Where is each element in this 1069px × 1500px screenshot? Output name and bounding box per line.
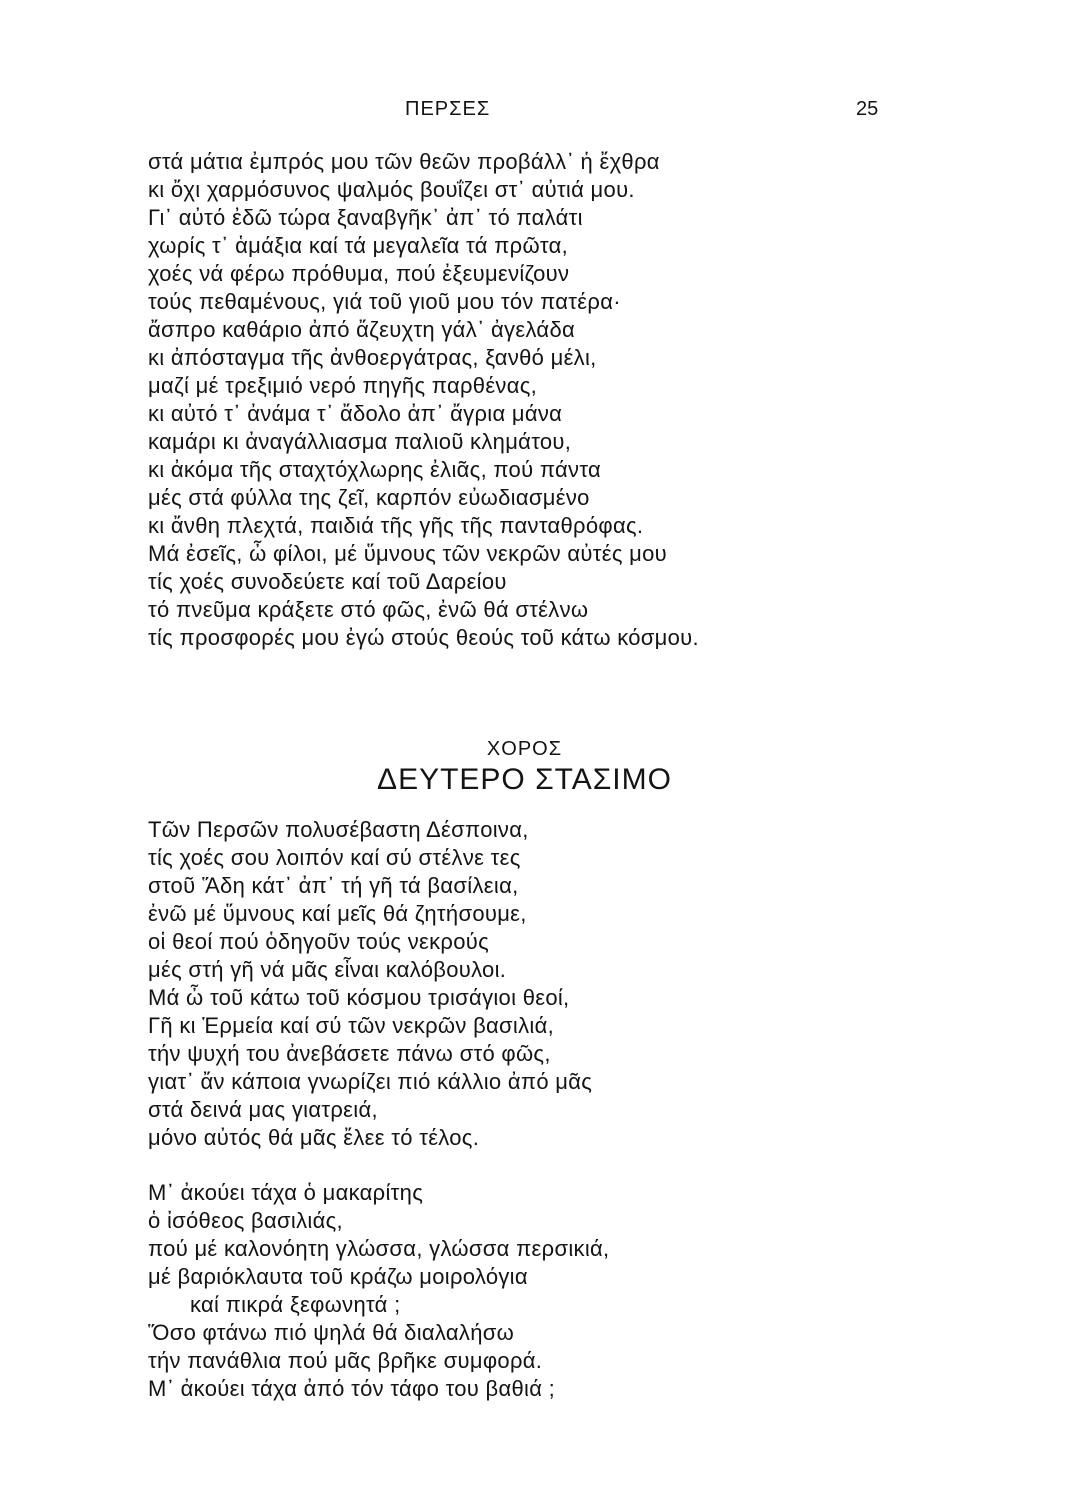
verse-line: Γῆ κι Ἑρμεία καί σύ τῶν νεκρῶν βασιλιά, xyxy=(148,1013,555,1038)
verse-line: Μά ἐσεῖς, ὦ φίλοι, μέ ὕμνους τῶν νεκρῶν αὐτές μου xyxy=(148,541,668,566)
verse-line: πού μέ καλονόητη γλώσσα, γλώσσα περσικιά, xyxy=(148,1236,610,1261)
verse-line: τήν πανάθλια πού μᾶς βρῆκε συμφορά. xyxy=(148,1348,543,1373)
verse-line: ὁ ἰσόθεος βασιλιάς, xyxy=(148,1208,343,1233)
verse-line: μόνο αὐτός θά μᾶς ἔλεε τό τέλος. xyxy=(148,1125,480,1150)
running-title: ΠΕΡΣΕΣ xyxy=(405,98,491,120)
verse-line: κι ἄνθη πλεχτά, παιδιά τῆς γῆς τῆς πανταθρόφας. xyxy=(148,513,644,538)
verse-line: τήν ψυχή του ἀνεβάσετε πάνω στό φῶς, xyxy=(148,1041,551,1066)
verse-passage-1 xyxy=(148,148,699,652)
speaker-label: ΧΟΡΟΣ xyxy=(486,738,563,760)
verse-line: στά δεινά μας γιατρειά, xyxy=(148,1097,378,1122)
verse-line: Τῶν Περσῶν πολυσέβαστη Δέσποινα, xyxy=(148,817,529,842)
verse-passage-2 xyxy=(148,816,592,1152)
verse-line: στοῦ Ἅδη κάτ᾽ ἀπ᾽ τή γῆ τά βασίλεια, xyxy=(148,873,519,898)
verse-passage-3 xyxy=(148,1179,609,1403)
verse-line: μές στή γῆ νά μᾶς εἶναι καλόβουλοι. xyxy=(148,957,507,982)
verse-line: Μ᾽ ἀκούει τάχα ὁ μακαρίτης xyxy=(148,1180,424,1205)
verse-line: κι αὐτό τ᾽ ἀνάμα τ᾽ ἄδολο ἀπ᾽ ἄγρια μάνα xyxy=(148,401,563,426)
verse-line: τίς προσφορές μου ἐγώ στούς θεούς τοῦ κάτω κόσμου. xyxy=(148,625,699,650)
verse-line: κι ὄχι χαρμόσυνος ψαλμός βουΐζει στ᾽ αὐτιά μου. xyxy=(148,177,635,202)
verse-line: κι ἀπόσταγμα τῆς ἀνθοεργάτρας, ξανθό μέλι, xyxy=(148,345,597,370)
verse-line: τό πνεῦμα κράξετε στό φῶς, ἐνῶ θά στέλνω xyxy=(148,597,589,622)
verse-line: ἄσπρο καθάριο ἀπό ἄζευχτη γάλ᾽ ἀγελάδα xyxy=(148,317,576,342)
verse-line: χοές νά φέρω πρόθυμα, πού ἐξευμενίζουν xyxy=(148,261,570,286)
verse-line: μαζί μέ τρεξιμιό νερό πηγῆς παρθένας, xyxy=(148,373,538,398)
verse-line-indented: καί πικρά ξεφωνητά ; xyxy=(190,1292,401,1317)
running-header xyxy=(0,98,1069,128)
verse-line: κι ἀκόμα τῆς σταχτόχλωρης ἐλιᾶς, πού πάντα xyxy=(148,457,602,482)
verse-line: στά μάτια ἐμπρός μου τῶν θεῶν προβάλλ᾽ ἡ ἔχθρα xyxy=(148,149,660,174)
page-number: 25 xyxy=(856,98,879,120)
verse-line: τούς πεθαμένους, γιά τοῦ γιοῦ μου τόν πατέρα· xyxy=(148,289,621,314)
verse-line: μέ βαριόκλαυτα τοῦ κράζω μοιρολόγια xyxy=(148,1264,528,1289)
verse-line: γιατ᾽ ἄν κάποια γνωρίζει πιό κάλλιο ἀπό μᾶς xyxy=(148,1069,593,1094)
verse-line: ἐνῶ μέ ὕμνους καί μεῖς θά ζητήσουμε, xyxy=(148,901,527,926)
verse-line: οἱ θεοί πού ὁδηγοῦν τούς νεκρούς xyxy=(148,929,490,954)
verse-line: χωρίς τ᾽ ἁμάξια καί τά μεγαλεῖα τά πρῶτα, xyxy=(148,233,569,258)
verse-line: Ὅσο φτάνω πιό ψηλά θά διαλαλήσω xyxy=(148,1320,515,1345)
verse-line: καμάρι κι ἀναγάλλιασμα παλιοῦ κλημάτου, xyxy=(148,429,572,454)
verse-line: τίς χοές συνοδεύετε καί τοῦ Δαρείου xyxy=(148,569,507,594)
section-title: ΔΕΥΤΕΡΟ ΣΤΑΣΙΜΟ xyxy=(377,763,672,796)
verse-line: Γι᾽ αὐτό ἐδῶ τώρα ξαναβγῆκ᾽ ἀπ᾽ τό παλάτι xyxy=(148,205,583,230)
verse-line: μές στά φύλλα της ζεῖ, καρπόν εὐωδιασμένο xyxy=(148,485,590,510)
verse-line: Μά ὦ τοῦ κάτω τοῦ κόσμου τρισάγιοι θεοί, xyxy=(148,985,570,1010)
verse-line: Μ᾽ ἀκούει τάχα ἀπό τόν τάφο του βαθιά ; xyxy=(148,1376,556,1401)
verse-line: τίς χοές σου λοιπόν καί σύ στέλνε τες xyxy=(148,845,521,870)
